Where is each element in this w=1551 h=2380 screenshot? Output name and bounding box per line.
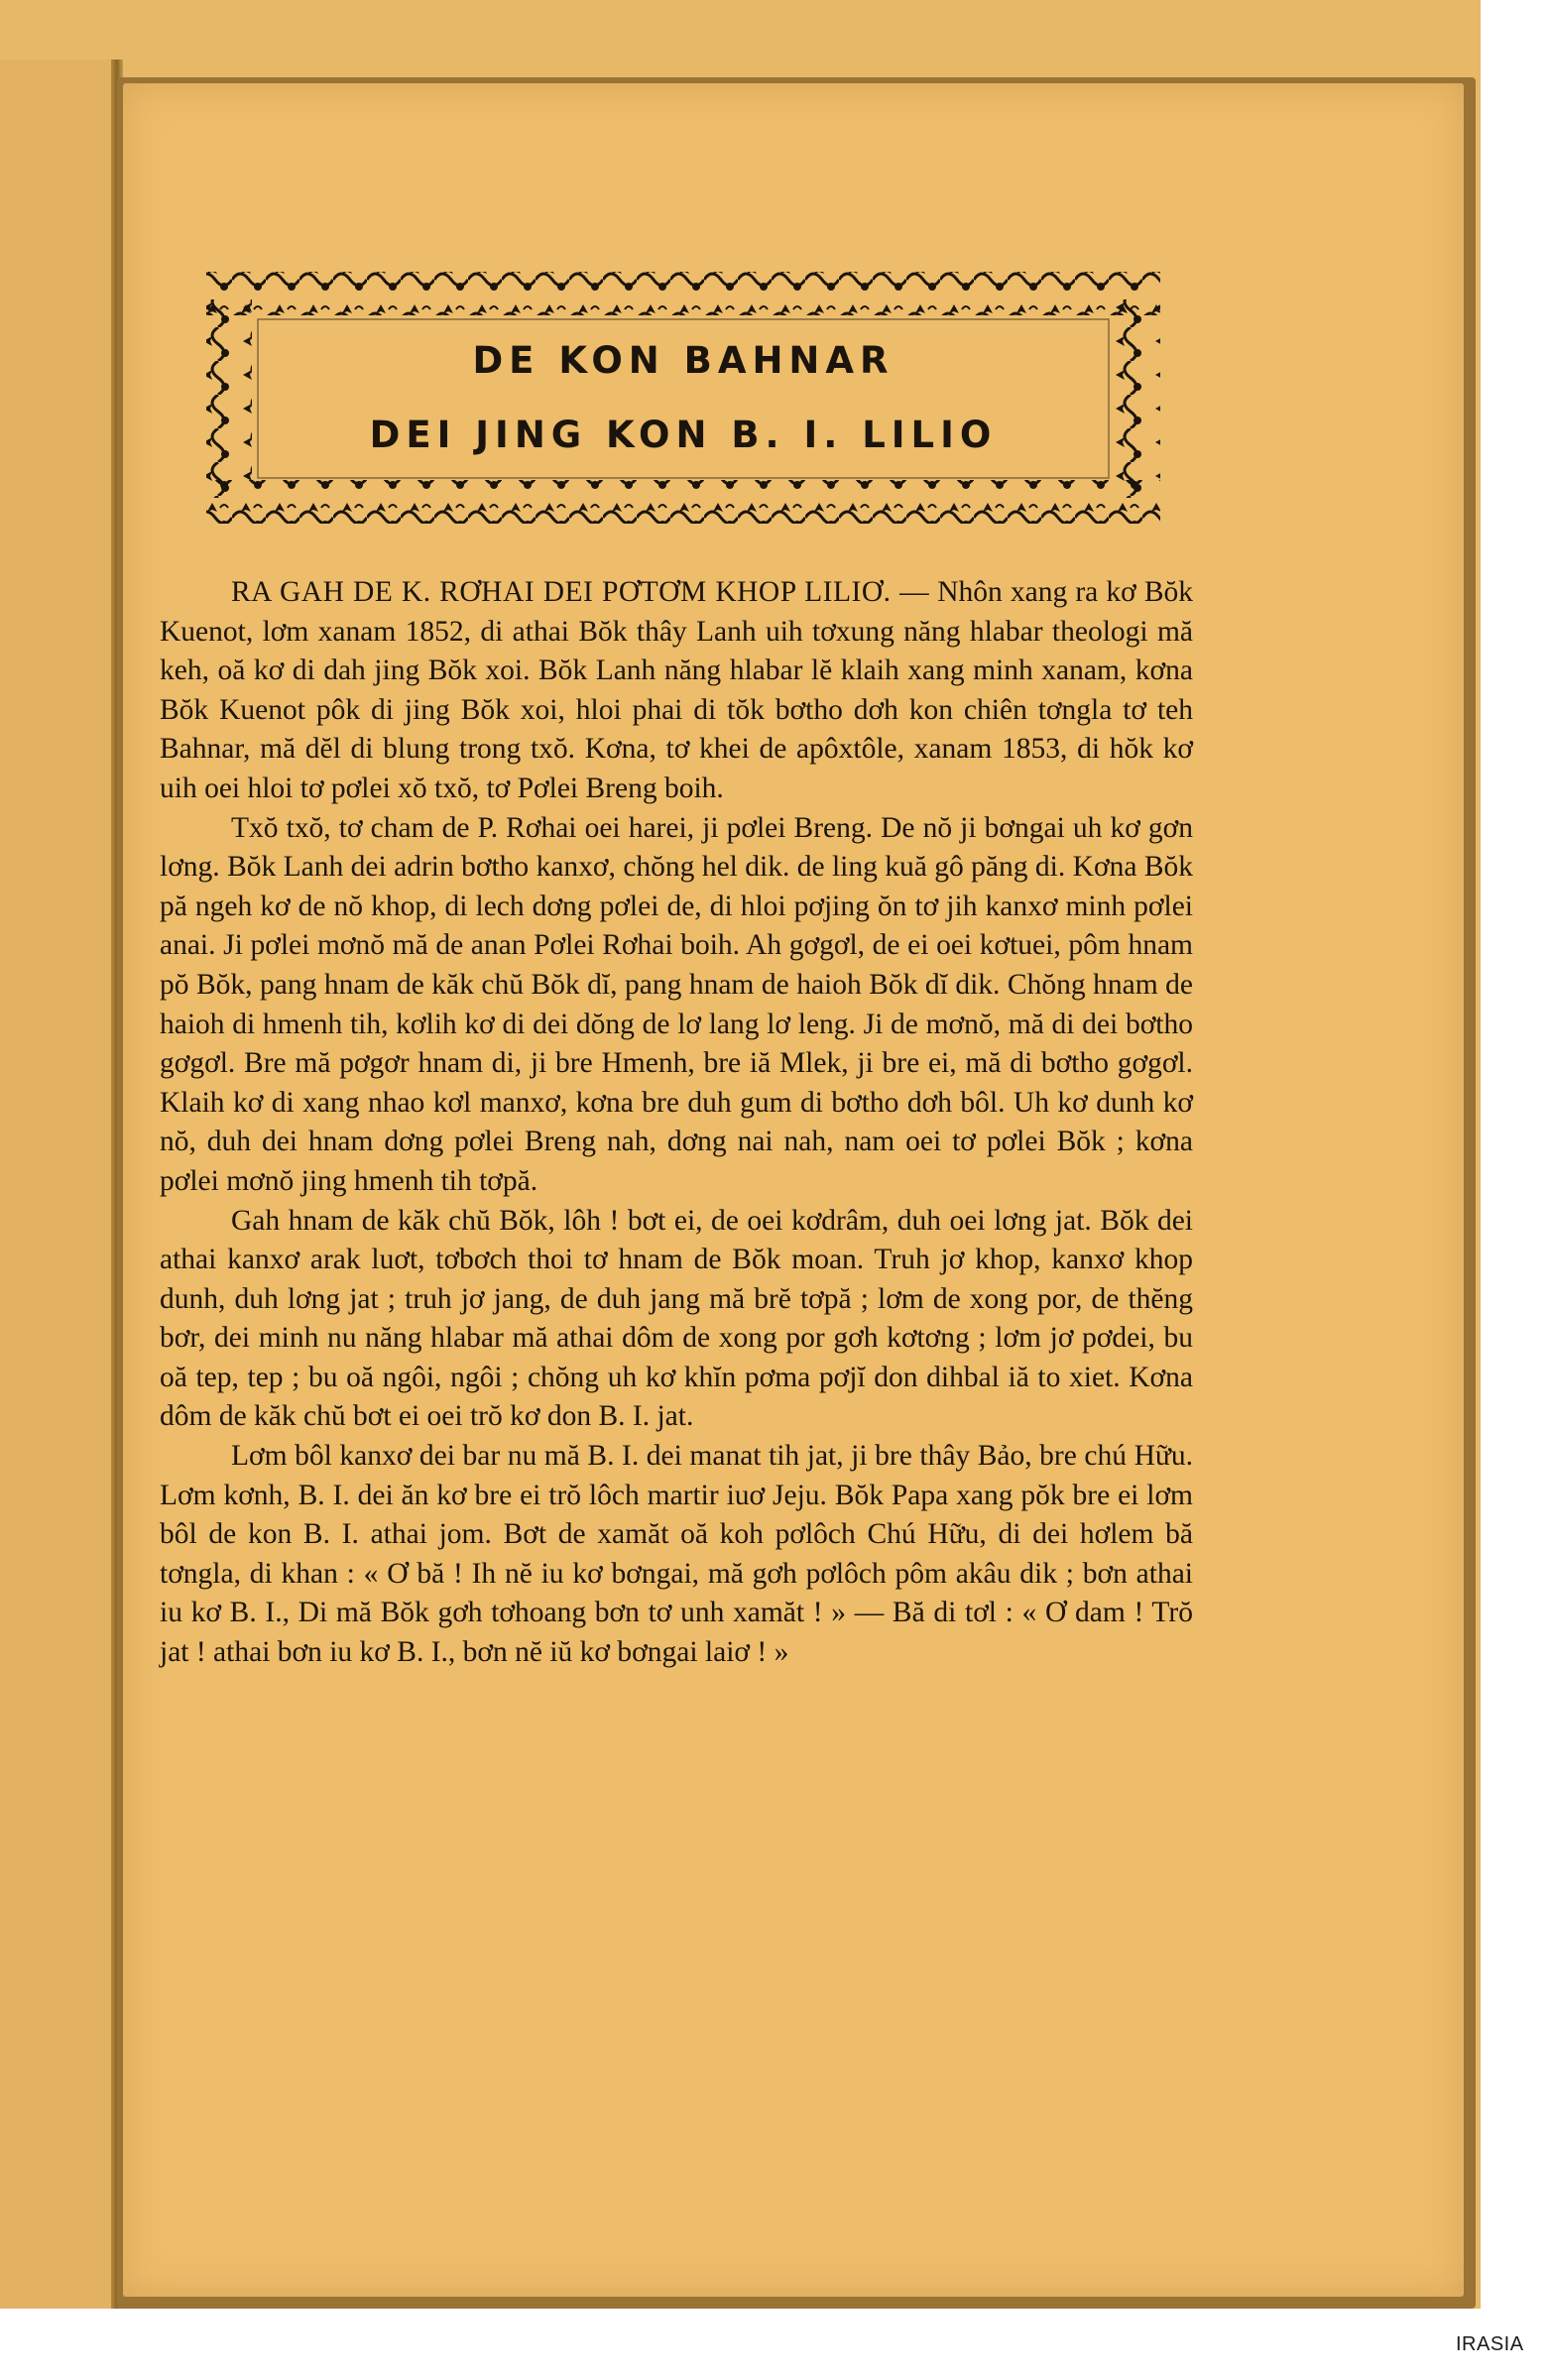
title-line-1: DE KON BAHNAR (472, 339, 895, 382)
watermark-logo: IRASIA (1456, 2333, 1524, 2355)
section-heading: RA GAH DE K. RƠHAI DEI PƠTƠM KHOP LILIƠ. — Nhôn xang ra kơ Bŏk Kuenot, lơm xanam 1852, di athai Bŏk thây Lanh uih tơxung năng hlabar theologi mă keh, oă kơ di dah jing Bŏk xoi. Bŏk Lanh năng hlabar lĕ klaih xang minh xanam, kơna Bŏk Kuenot pôk di jing Bŏk xoi, hloi phai di tŏk bơtho dơh kon chiên tơngla tơ teh Bahnar, mă dĕl di blung trong txŏ. Kơna, tơ khei de apôxtôle, xanam 1853, di hŏk kơ uih oei hloi tơ pơlei xŏ txŏ, tơ Pơlei Breng boih. (160, 576, 1193, 804)
left-page-edge (0, 60, 117, 2309)
title-line-2: DEI JING KON B. I. LILIO (369, 414, 998, 456)
paragraph-3: Gah hnam de kăk chŭ Bŏk, lôh ! bơt ei, de oei kơdrâm, duh oei lơng jat. Bŏk dei athai kanxơ arak luơt, tơbơch thoi tơ hnam de Bŏk moan. Truh jơ khop, kanxơ khop dunh, duh lơng jat ; truh jơ jang, de duh jang mă brĕ tơpă ; lơm de xong por, de thĕng bơr, dei minh nu năng hlabar mă athai dôm de xong por gơh kơtơng ; lơm jơ pơdei, bu oă tep, tep ; bu oă ngôi, ngôi ; chŏng uh kơ khĭn pơma pơjĭ don dihbal iă to xiet. Kơna dôm de kăk chŭ bơt ei oei trŏ kơ don B. I. jat. (160, 1204, 1193, 1433)
paragraph-1: Nhôn xang ra kơ Bŏk Kuenot, lơm xanam 1852, di athai Bŏk thây Lanh uih tơxung năng hlabar theologi mă keh, oă kơ di dah jing Bŏk xoi. Bŏk Lanh năng hlabar lĕ klaih xang minh xanam, kơna Bŏk Kuenot pôk di jing Bŏk xoi, hloi phai di tŏk bơtho dơh kon chiên tơngla tơ teh Bahnar, mă dĕl di blung trong txŏ. Kơna, tơ khei de apôxtôle, xanam 1853, di hŏk kơ uih oei hloi tơ pơlei xŏ txŏ, tơ Pơlei Breng boih. (160, 576, 1193, 804)
title-ornament-frame (198, 260, 1168, 536)
paragraph-4: Lơm bôl kanxơ dei bar nu mă B. I. dei manat tih jat, ji bre thây Bảo, bre chú Hữu. Lơm kơnh, B. I. dei ăn kơ bre ei trŏ lôch martir iuơ Jeju. Bŏk Papa xang pŏk bre ei lơm bôl de kon B. I. athai jom. Bơt de xamăt oă koh pơlôch Chú Hữu, di dei hơlem bă tơngla, di khan : « Ơ bă ! Ih nĕ iu kơ bơngai, mă gơh pơlôch pôm akâu dik ; bơn athai iu kơ B. I., Di mă Bŏk gơh tơhoang bơn tơ unh xamăt ! » — Bă di tơl : « Ơ dam ! Trŏ jat ! athai bơn iu kơ B. I., bơn nĕ iŭ kơ bơngai laiơ ! » (160, 1440, 1193, 1669)
body-text (160, 573, 1193, 1673)
paragraph-2: Txŏ txŏ, tơ cham de P. Rơhai oei harei, ji pơlei Breng. De nŏ ji bơngai uh kơ gơn lơng. Bŏk Lanh dei adrin bơtho kanxơ, chŏng hel dik. de ling kuă gô păng di. Kơna Bŏk pă ngeh kơ de nŏ khop, di lech dơng pơlei de, di hloi pơjing ŏn tơ jih kanxơ minh pơlei anai. Ji pơlei mơnŏ mă de anan Pơlei Rơhai boih. Ah gơgơl, de ei oei kơtuei, pôm hnam pŏ Bŏk, pang hnam de kăk chŭ Bŏk dĭ, pang hnam de haioh Bŏk dĭ dik. Chŏng hnam de haioh di hmenh tih, kơlih kơ di dei dŏng de lơ lang lơ leng. Ji de mơnŏ, mă di dei bơtho gơgơl. Bre mă pơgơr hnam di, ji bre Hmenh, bre iă Mlek, ji bre ei, mă di bơtho gơgơl. Klaih kơ di xang nhao kơl manxơ, kơna bre duh gum di bơtho dơh bôl. Uh kơ dunh kơ nŏ, duh dei hnam dơng pơlei Breng nah, dơng nai nah, nam oei tơ pơlei Bŏk ; kơna pơlei mơnŏ jing hmenh tih tơpă. (160, 811, 1193, 1197)
